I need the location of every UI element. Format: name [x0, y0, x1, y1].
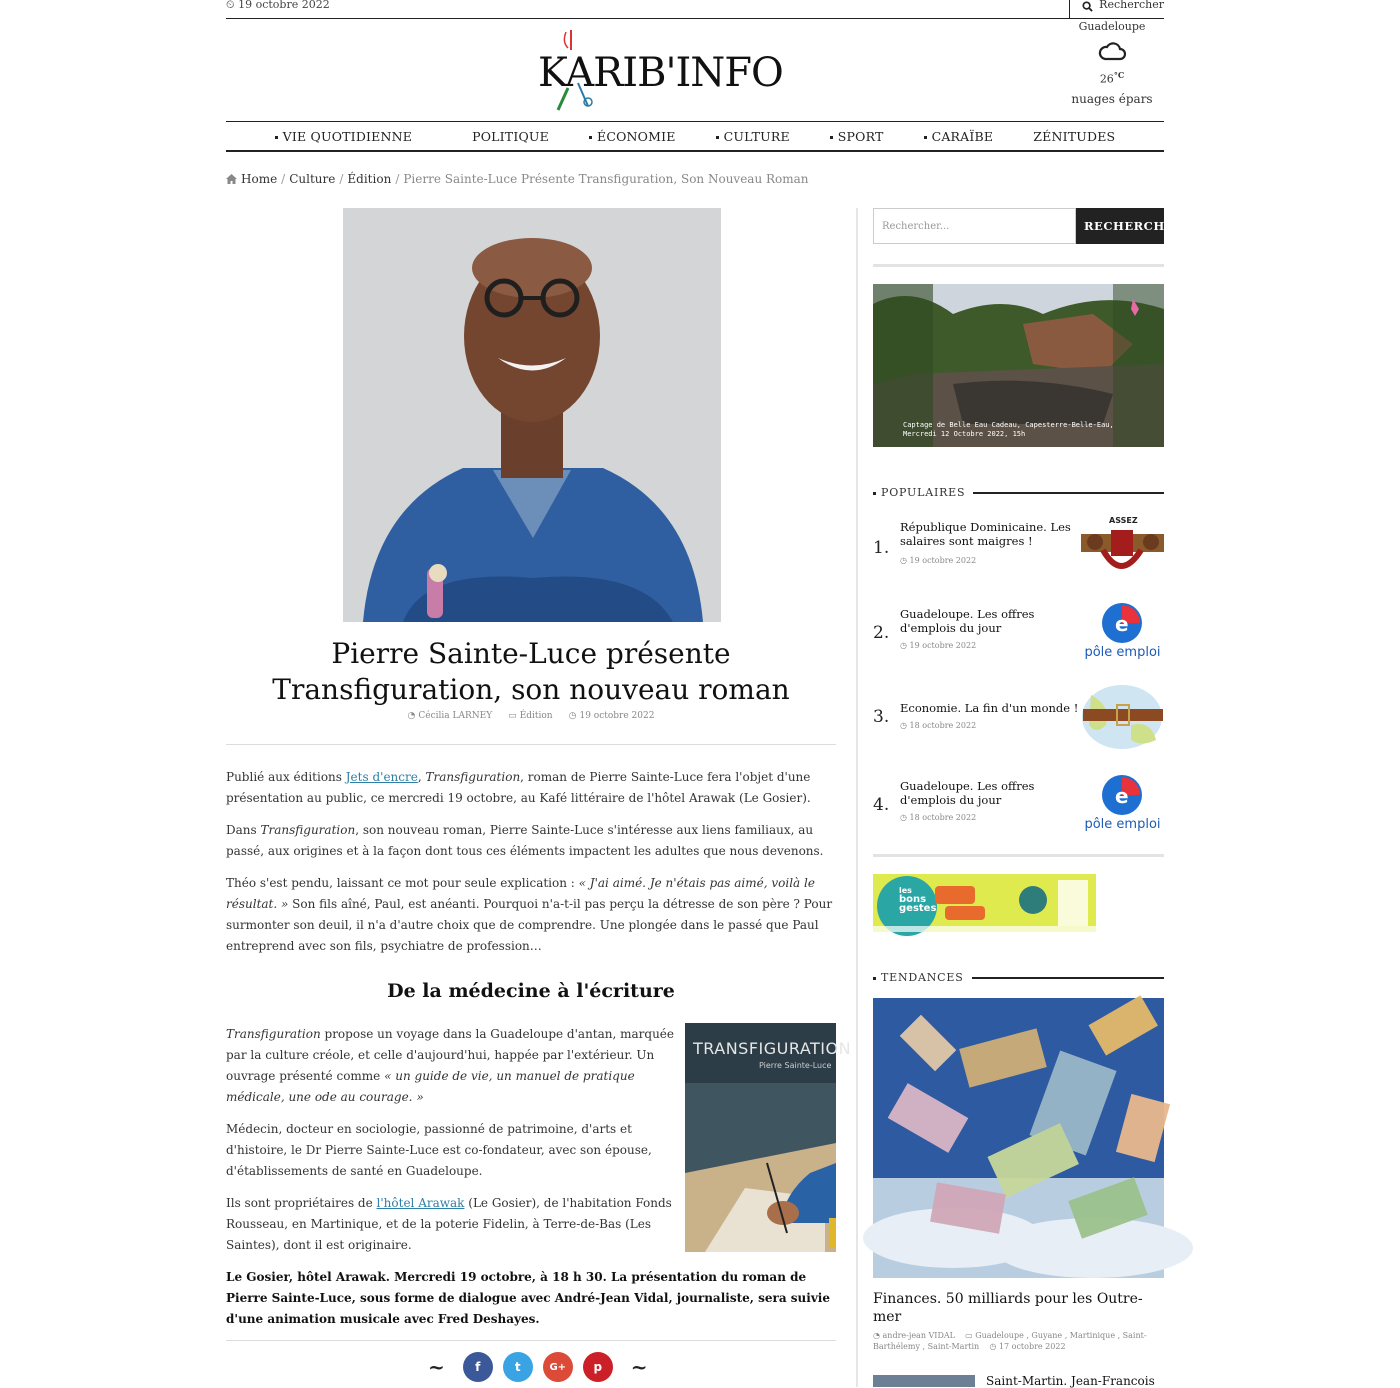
text: , son nouveau roman, Pierre Sainte-Luce s'intéresse aux liens familiaux, au passé, aux origines et à la façon dont tous ces éléments impactent les adultes que nous devenons.	[226, 823, 824, 858]
article-meta	[226, 711, 836, 721]
nav-item-culture[interactable]	[696, 129, 810, 144]
nav-label: CARAÏBE	[931, 128, 994, 144]
breadcrumb	[226, 172, 809, 186]
article-title-line: Pierre Sainte-Luce présente	[331, 637, 731, 670]
popular-heading-label: POPULAIRES	[881, 486, 966, 499]
share-pinterest-button[interactable]	[583, 1352, 613, 1382]
article-paragraph-1	[226, 767, 836, 809]
sidebar-search-button[interactable]: RECHERCHER	[1076, 208, 1164, 244]
share-google-button[interactable]	[543, 1352, 573, 1382]
user-icon: ◔	[407, 711, 416, 721]
article-title	[226, 636, 836, 708]
book-cover-image	[685, 1023, 852, 1252]
clock-icon: ◷	[981, 1342, 999, 1351]
breadcrumb-separator: /	[395, 172, 400, 186]
sidebar-photo-caption	[903, 421, 1114, 439]
popular-thumbnail[interactable]	[1081, 601, 1164, 665]
trend-categories[interactable]: Guadeloupe , Guyane , Martinique , Saint-Barthélemy , Saint-Martin	[873, 1331, 1147, 1351]
link-hotel-arawak[interactable]: l'hôtel Arawak	[376, 1196, 465, 1210]
popular-thumb-text: pôle emploi	[1084, 645, 1161, 660]
share-bar	[420, 1352, 656, 1382]
share-facebook-button[interactable]	[463, 1352, 493, 1382]
popular-date-text: 19 octobre 2022	[909, 641, 977, 650]
popular-title[interactable]: Guadeloupe. Les offres d'emplois du jour	[900, 607, 1035, 635]
top-date	[226, 0, 330, 12]
top-search-button[interactable]	[1069, 0, 1164, 18]
heading-bullet	[873, 492, 876, 495]
divider	[873, 264, 1164, 267]
clock-icon: ◷	[900, 813, 910, 822]
sidebar-news-photo[interactable]	[873, 284, 1164, 447]
main-nav	[226, 121, 1164, 152]
nav-item-vie-quotidienne[interactable]	[255, 129, 432, 144]
trend-title[interactable]: Finances. 50 milliards pour les Outre-mer	[873, 1291, 1143, 1325]
book-author: Pierre Sainte-Luce	[759, 1061, 832, 1070]
text-em: Transfiguration	[425, 770, 521, 784]
popular-item[interactable]	[873, 601, 1164, 667]
nav-label: SPORT	[837, 128, 884, 144]
user-icon: ◔	[873, 1331, 883, 1340]
popular-title[interactable]: République Dominicaine. Les salaires sont maigres !	[900, 520, 1071, 548]
nav-label: POLITIQUE	[472, 128, 549, 144]
trends-heading-label: TENDANCES	[881, 971, 964, 984]
text: Théo s'est pendu, laissant ce mot pour seule explication :	[226, 876, 579, 890]
weather-widget	[1070, 20, 1154, 106]
text: Dans	[226, 823, 261, 837]
heading-rule	[973, 492, 1164, 494]
text-em: Transfiguration	[226, 1027, 321, 1041]
share-ornament: ~	[630, 1355, 648, 1379]
caption-line: Mercredi 12 Octobre 2022, 15h	[903, 430, 1026, 438]
article-hero-image	[343, 208, 721, 622]
popular-date-text: 18 octobre 2022	[909, 813, 977, 822]
sidebar-search	[873, 208, 1185, 244]
article-event-info: Le Gosier, hôtel Arawak. Mercredi 19 octobre, à 18 h 30. La présentation du roman de Pierre Sainte-Luce, sous forme de dialogue avec André-Jean Vidal, journaliste, sera suivie d'une animation musicale avec Fred Deshayes.	[226, 1270, 830, 1326]
article-paragraph-5: Médecin, docteur en sociologie, passionné de patrimoine, d'arts et d'histoire, le Dr Pierre Sainte-Luce est co-fondateur, avec son épouse, d'établissements de santé en Guadeloupe.	[226, 1122, 652, 1178]
weather-temp-value: 26	[1099, 72, 1114, 86]
popular-item[interactable]	[873, 773, 1164, 839]
nav-item-sport[interactable]	[810, 129, 904, 144]
popular-thumb-text: ASSEZ	[1109, 516, 1138, 525]
popular-thumb-text: pôle emploi	[1084, 817, 1161, 832]
nav-bullet	[924, 136, 927, 139]
popular-title[interactable]: Economie. La fin d'un monde !	[900, 701, 1079, 715]
ad-banner-line: les	[899, 886, 912, 895]
breadcrumb-home[interactable]: Home	[241, 172, 278, 186]
popular-rank: 2.	[873, 623, 890, 643]
popular-date	[900, 813, 976, 822]
home-icon	[226, 174, 237, 184]
divider	[226, 744, 836, 745]
article-subheading: De la médecine à l'écriture	[387, 980, 675, 1002]
trend-author[interactable]: andre-jean VIDAL	[882, 1331, 955, 1340]
sidebar-search-input[interactable]: Rechercher...	[873, 208, 1076, 244]
weather-desc: nuages épars	[1071, 91, 1153, 106]
ad-banner-line: gestes	[899, 903, 937, 914]
nav-label: VIE QUOTIDIENNE	[282, 128, 413, 144]
popular-date-text: 18 octobre 2022	[909, 721, 977, 730]
trend-meta	[873, 1330, 1164, 1352]
sidebar-ad-banner[interactable]	[873, 874, 1096, 932]
flying-banknotes-illustration	[873, 998, 1164, 1278]
folder-icon: ▭	[957, 1331, 976, 1340]
heading-rule	[972, 977, 1164, 979]
next-trend-title[interactable]: Saint-Martin. Jean-Francois	[986, 1374, 1155, 1388]
article-author[interactable]	[408, 711, 493, 721]
article-paragraph-4	[226, 1024, 674, 1108]
nav-label: ÉCONOMIE	[597, 128, 676, 144]
popular-rank: 4.	[873, 795, 890, 815]
top-search-label: Rechercher	[1099, 0, 1164, 11]
popular-thumbnail[interactable]	[1081, 773, 1164, 837]
svg-text:e: e	[1115, 784, 1129, 808]
popular-heading	[873, 486, 1164, 499]
nav-label: CULTURE	[723, 128, 790, 144]
clock-icon: ◷	[900, 641, 910, 650]
trend-date: 17 octobre 2022	[998, 1342, 1066, 1351]
google-plus-icon: G+	[549, 1361, 567, 1373]
popular-date	[900, 721, 976, 730]
share-twitter-button[interactable]	[503, 1352, 533, 1382]
article-paragraph-2	[226, 820, 836, 862]
article-author-name: Cécilia LARNEY	[418, 711, 493, 721]
search-icon	[1082, 1, 1093, 12]
text-em: Transfiguration	[260, 823, 356, 837]
text: Ils sont propriétaires de	[226, 1196, 377, 1210]
trends-heading	[873, 971, 1164, 984]
pinterest-icon: p	[593, 1360, 603, 1374]
divider	[226, 1340, 836, 1341]
site-logo[interactable]	[538, 28, 783, 114]
text: Son fils aîné, Paul, est anéanti. Pourquoi n'a-t-il pas perçu la détresse de son père ? Pour surmonter son deuil, il n'a d'autre choix que de comprendre. Une plongée dans le passé que Paul entreprend avec son fils, psychiatre de profession…	[226, 897, 833, 953]
share-ornament: ~	[428, 1355, 445, 1379]
link-jets-dencre[interactable]: Jets d'encre	[345, 770, 418, 784]
facebook-icon: f	[475, 1360, 481, 1374]
breadcrumb-separator: /	[339, 172, 344, 186]
text: , roman de Pierre Sainte-Luce fera l'objet d'une présentation au public, ce mercredi 19 octobre, au Kafé littéraire de l'hôtel Arawak (Le Gosier).	[226, 770, 811, 805]
nav-item-zenitudes[interactable]	[1013, 129, 1135, 144]
cloud-icon	[1097, 39, 1127, 63]
nav-bullet	[716, 136, 719, 139]
weather-temp	[1070, 70, 1154, 86]
sidebar-divider	[856, 208, 858, 1387]
nav-item-caraibe[interactable]	[904, 129, 1014, 144]
next-trend-thumbnail[interactable]	[873, 1375, 975, 1387]
globe-belt-illustration	[1081, 685, 1164, 749]
heading-bullet	[873, 977, 876, 980]
popular-date	[900, 641, 976, 650]
nav-bullet	[589, 136, 592, 139]
portrait-illustration	[343, 208, 721, 622]
weather-temp-unit: °C	[1113, 70, 1125, 80]
popular-date	[900, 556, 976, 565]
breadcrumb-separator: /	[281, 172, 286, 186]
article-paragraph-6	[226, 1193, 674, 1256]
nav-bullet	[830, 136, 833, 139]
book-title: TRANSFIGURATION	[693, 1039, 852, 1058]
clock-icon: ⏲	[226, 0, 235, 11]
article-category[interactable]	[508, 711, 552, 721]
caption-line: Captage de Belle Eau Cadeau, Capesterre-Belle-Eau,	[903, 421, 1114, 429]
breadcrumb-culture[interactable]: Culture	[289, 172, 336, 186]
text-em: « J'ai aimé. Je n'étais pas aimé, voilà le résultat. »	[226, 876, 815, 911]
weather-location: Guadeloupe	[1078, 20, 1146, 33]
breadcrumb-edition[interactable]: Édition	[347, 172, 392, 186]
article-category-name: Édition	[519, 711, 553, 721]
article-date	[569, 711, 655, 721]
divider	[873, 854, 1164, 857]
text-em: « un guide de vie, un manuel de pratique médicale, une ode au courage. »	[226, 1069, 635, 1104]
breadcrumb-current: Pierre Sainte-Luce Présente Transfiguration, Son Nouveau Roman	[403, 172, 809, 186]
nav-item-economie[interactable]	[569, 129, 696, 144]
twitter-icon: t	[514, 1360, 521, 1374]
top-bar	[226, 0, 1164, 19]
popular-item[interactable]	[873, 516, 1164, 582]
trend-image[interactable]	[873, 998, 1164, 1278]
popular-item[interactable]	[873, 685, 1164, 751]
top-date-text: 19 octobre 2022	[238, 0, 330, 11]
popular-thumbnail[interactable]	[1081, 685, 1164, 749]
folder-icon: ▭	[508, 711, 517, 721]
popular-rank: 1.	[873, 538, 890, 558]
clock-icon: ◷	[900, 556, 910, 565]
belt-illustration	[1081, 516, 1164, 580]
article-title-line: Transfiguration, son nouveau roman	[272, 673, 790, 706]
text: ,	[417, 770, 426, 784]
ad-banner-line: bons	[899, 894, 927, 905]
popular-title[interactable]: Guadeloupe. Les offres d'emplois du jour	[900, 779, 1035, 807]
popular-thumbnail[interactable]	[1081, 516, 1164, 580]
text: Publié aux éditions	[226, 770, 346, 784]
nav-item-politique[interactable]	[432, 129, 569, 144]
nav-label: ZÉNITUDES	[1033, 128, 1116, 144]
svg-text:e: e	[1115, 612, 1129, 636]
popular-date-text: 19 octobre 2022	[909, 556, 977, 565]
text: propose un voyage dans la Guadeloupe d'antan, marquée par la culture créole, et celle d'aujourd'hui, happée par l'extérieur. Un ouvrage présenté comme	[226, 1027, 675, 1083]
clock-icon: ◷	[568, 711, 577, 721]
popular-rank: 3.	[873, 707, 890, 727]
article-paragraph-3	[226, 873, 836, 957]
logo-text: KARIB'INFO	[538, 50, 783, 96]
clock-icon: ◷	[900, 721, 910, 730]
article-date-text: 19 octobre 2022	[579, 711, 655, 721]
text: (Le Gosier), de l'habitation Fonds Rousseau, en Martinique, et de la poterie Fidelin, à Terre-de-Bas (Les Saintes), dont il est originaire.	[226, 1196, 672, 1252]
nav-bullet	[275, 136, 278, 139]
ad-banner-text	[899, 886, 936, 913]
